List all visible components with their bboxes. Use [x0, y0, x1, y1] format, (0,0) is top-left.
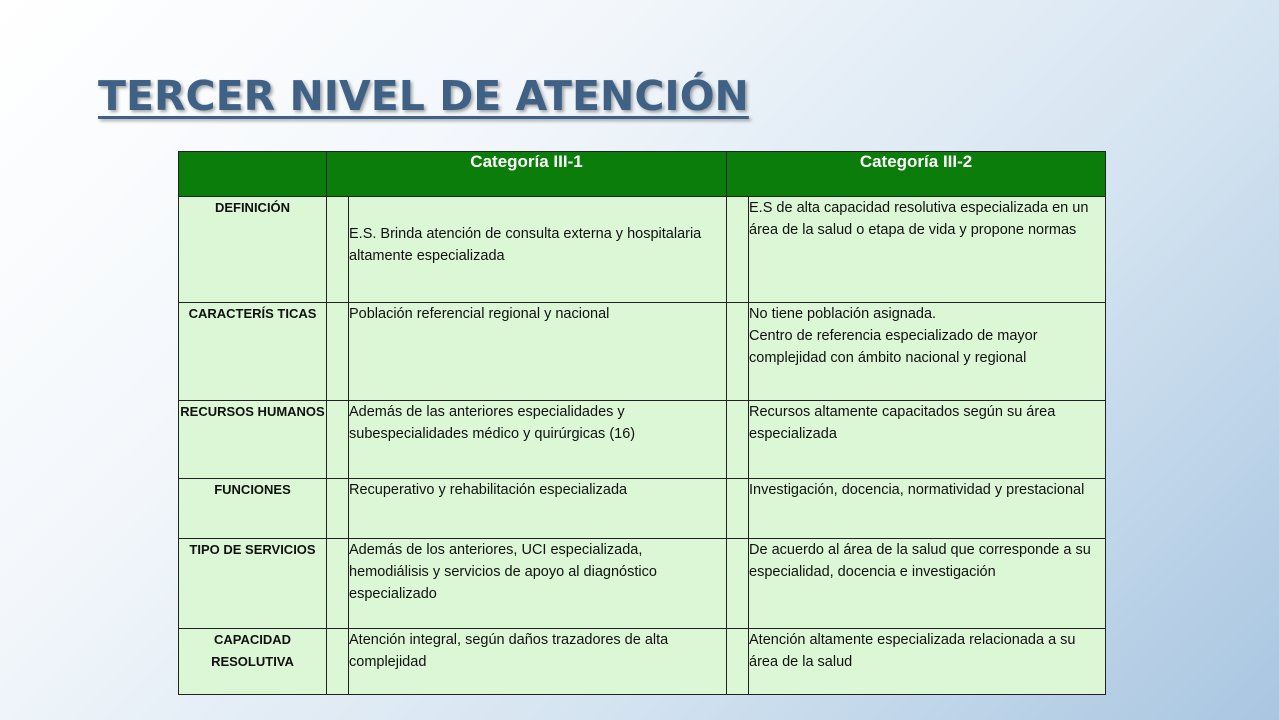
row-label: CAPACIDAD RESOLUTIVA	[179, 629, 327, 695]
spacer-cell	[727, 197, 749, 303]
cell-iii-2: Investigación, docencia, normatividad y prestacional	[749, 479, 1106, 539]
header-category-iii-2: Categoría III-2	[727, 152, 1106, 197]
row-label: DEFINICIÓN	[179, 197, 327, 303]
header-category-iii-1: Categoría III-1	[327, 152, 727, 197]
cell-iii-1: Atención integral, según daños trazadores de alta complejidad	[349, 629, 727, 695]
cell-iii-1: E.S. Brinda atención de consulta externa y hospitalaria altamente especializada	[349, 197, 727, 303]
cell-iii-2: De acuerdo al área de la salud que corresponde a su especialidad, docencia e investigación	[749, 539, 1106, 629]
table-row	[179, 303, 1106, 401]
page-title: TERCER NIVEL DE ATENCIÓN	[98, 72, 749, 120]
spacer-cell	[327, 539, 349, 629]
table-row	[179, 539, 1106, 629]
spacer-cell	[727, 539, 749, 629]
spacer-cell	[327, 479, 349, 539]
table-row	[179, 479, 1106, 539]
table-row	[179, 197, 1106, 303]
spacer-cell	[327, 303, 349, 401]
row-label: FUNCIONES	[179, 479, 327, 539]
table-row	[179, 629, 1106, 695]
spacer-cell	[327, 197, 349, 303]
spacer-cell	[727, 401, 749, 479]
spacer-cell	[327, 401, 349, 479]
spacer-cell	[327, 629, 349, 695]
cell-iii-2: Atención altamente especializada relacionada a su área de la salud	[749, 629, 1106, 695]
row-label: CARACTERÍS TICAS	[179, 303, 327, 401]
cell-iii-2: E.S de alta capacidad resolutiva especializada en un área de la salud o etapa de vida y propone normas	[749, 197, 1106, 303]
row-label: RECURSOS HUMANOS	[179, 401, 327, 479]
cell-iii-2: Recursos altamente capacitados según su área especializada	[749, 401, 1106, 479]
table-header-row	[179, 152, 1106, 197]
spacer-cell	[727, 303, 749, 401]
header-empty	[179, 152, 327, 197]
cell-iii-1: Recuperativo y rehabilitación especializada	[349, 479, 727, 539]
spacer-cell	[727, 479, 749, 539]
cell-iii-1: Población referencial regional y nacional	[349, 303, 727, 401]
row-label: TIPO DE SERVICIOS	[179, 539, 327, 629]
spacer-cell	[727, 629, 749, 695]
cell-iii-1: Además de las anteriores especialidades y subespecialidades médico y quirúrgicas (16)	[349, 401, 727, 479]
cell-iii-1: Además de los anteriores, UCI especializada, hemodiálisis y servicios de apoyo al diagnóstico especializado	[349, 539, 727, 629]
table-row	[179, 401, 1106, 479]
levels-table	[178, 151, 1106, 695]
cell-iii-2: No tiene población asignada. Centro de referencia especializado de mayor complejidad con ámbito nacional y regional	[749, 303, 1106, 401]
